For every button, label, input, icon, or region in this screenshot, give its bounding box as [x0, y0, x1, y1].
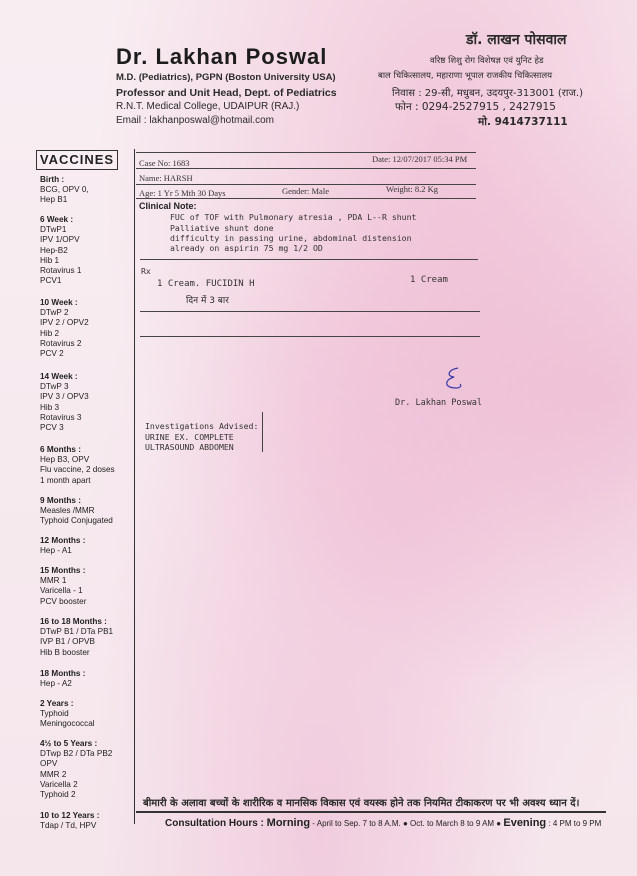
case-number: Case No: 1683 [139, 158, 190, 168]
vaccine-group-12-months [40, 536, 135, 556]
vaccine-group-10-week [40, 298, 135, 359]
vaccine-group-heading: 16 to 18 Months : [40, 617, 107, 626]
form-rule [136, 198, 476, 199]
hindi-designation: वरिष्ठ शिशु रोग विशेषज्ञ एवं युनिट हेड [430, 56, 544, 66]
vaccine-item: PCV booster [40, 596, 87, 606]
consultation-hours [165, 817, 601, 829]
hindi-hospital: बाल चिकित्सालय, महाराणा भूपाल राजकीय चिकित्सालय [378, 71, 553, 81]
vaccine-group-6-months [40, 445, 135, 486]
morning-label: Morning [266, 817, 311, 829]
vaccine-item: PCV 3 [40, 423, 64, 433]
form-rule [140, 259, 478, 260]
vaccine-item: IPV 1/OPV [40, 235, 80, 245]
visit-date: Date: 12/07/2017 05:34 PM [372, 154, 468, 164]
vaccine-item: Meningococcal [40, 719, 95, 729]
vaccine-group-birth [40, 175, 135, 206]
hindi-address: निवास : 29-सी, मधुबन, उदयपुर-313001 (राज.) [392, 88, 583, 99]
vaccine-item: BCG, OPV 0, [40, 185, 89, 195]
vaccine-item: IVP B1 / OPVB [40, 637, 95, 647]
vaccine-item: Hep - A2 [40, 679, 72, 689]
vaccine-item: Rotavirus 3 [40, 412, 82, 422]
vaccine-group-14-week [40, 372, 135, 433]
vaccine-item: IPV 3 / OPV3 [40, 392, 89, 402]
vaccine-item: Tdap / Td, HPV [40, 821, 97, 831]
vaccine-item: MMR 2 [40, 769, 67, 779]
qualification: M.D. (Pediatrics), PGPN (Boston University USA) [116, 72, 336, 83]
vaccine-item: Hep B3, OPV [40, 455, 90, 465]
vaccine-group-heading: 6 Week : [40, 215, 74, 224]
vaccine-item: Hib B booster [40, 647, 90, 657]
email: Email : lakhanposwal@hotmail.com [116, 115, 274, 126]
vaccine-group-heading: 10 to 12 Years : [40, 811, 100, 820]
vaccine-item: Hib 1 [40, 255, 60, 265]
vaccine-item: Flu vaccine, 2 doses [40, 465, 115, 475]
footer-advice: बीमारी के अलावा बच्चों के शारीरिक व मानसिक विकास एवं वयस्क होने तक नियमित टीकाकरण पर भी अवश्य ध्यान दें। [143, 798, 580, 809]
clinical-note-line: FUC of TOF with Pulmonary atresia , PDA L--R shunt [170, 212, 417, 222]
clinical-note-line: already on aspirin 75 mg 1/2 OD [170, 243, 323, 253]
designation: Professor and Unit Head, Dept. of Pediatrics [116, 87, 337, 99]
vaccine-group-heading: 2 Years : [40, 699, 74, 708]
vaccine-item: DTwp B2 / DTa PB2 [40, 749, 113, 759]
vaccine-group-heading: 6 Months : [40, 445, 81, 454]
vaccine-item: PCV1 [40, 276, 62, 286]
vaccine-item: DTwP 3 [40, 382, 69, 392]
vaccine-item: Rotavirus 1 [40, 266, 82, 276]
vaccine-group-10-12-years [40, 811, 135, 831]
vaccine-group-9-months [40, 496, 135, 527]
vaccine-item: Hep B1 [40, 195, 68, 205]
form-rule [140, 336, 480, 337]
rx-label: Rx [141, 266, 151, 276]
vaccine-group-18-months [40, 669, 135, 689]
vaccine-item: DTwP 2 [40, 308, 69, 318]
vaccine-item: MMR 1 [40, 576, 67, 586]
form-top-rule [136, 152, 476, 153]
rx-quantity: 1 Cream [410, 275, 448, 285]
doctor-name: Dr. Lakhan Poswal [116, 44, 328, 69]
vaccine-item: Hep-B2 [40, 245, 68, 255]
consult-label: Consultation Hours : [165, 818, 264, 829]
vaccine-item: Typhoid Conjugated [40, 516, 113, 526]
evening-detail: : 4 PM to 9 PM [546, 819, 602, 828]
clinical-note-line: difficulty in passing urine, abdominal distension [170, 233, 412, 243]
vaccine-item: Hib 2 [40, 328, 60, 338]
vaccine-item: OPV [40, 759, 58, 769]
vaccine-item: Hep - A1 [40, 546, 72, 556]
investigation-item: ULTRASOUND ABDOMEN [145, 442, 234, 452]
vaccine-group-heading: 4½ to 5 Years : [40, 739, 98, 748]
vaccines-title: VACCINES [36, 150, 118, 170]
vaccine-item: PCV 2 [40, 349, 64, 359]
vaccine-group-2-years [40, 699, 135, 730]
vaccine-item: 1 month apart [40, 475, 91, 485]
hindi-mobile: मो. 9414737111 [478, 116, 568, 128]
investigation-item: URINE EX. COMPLETE [145, 432, 234, 442]
form-rule [136, 168, 476, 169]
vaccine-item: Measles /MMR [40, 506, 95, 516]
vaccine-group-15-months [40, 566, 135, 607]
form-rule [140, 311, 480, 312]
vaccine-group-heading: Birth : [40, 175, 65, 184]
vaccine-item: Typhoid [40, 709, 69, 719]
clinical-note-label: Clinical Note: [139, 201, 197, 211]
vaccine-item: Varicella 2 [40, 779, 78, 789]
vaccine-item: Hib 3 [40, 402, 60, 412]
morning-detail: - April to Sep. 7 to 8 A.M. ● Oct. to March 8 to 9 AM ● [310, 819, 504, 828]
college: R.N.T. Medical College, UDAIPUR (RAJ.) [116, 101, 300, 112]
patient-weight: Weight: 8.2 Kg [386, 184, 438, 194]
vaccine-group-16-18-months [40, 617, 135, 658]
vaccine-group-heading: 12 Months : [40, 536, 86, 545]
vaccine-group-heading: 14 Week : [40, 372, 78, 381]
rx-instruction: दिन में 3 बार [186, 296, 229, 306]
footer-divider [136, 811, 606, 813]
vaccine-group-heading: 10 Week : [40, 298, 78, 307]
investigations-label: Investigations Advised: [145, 421, 259, 431]
evening-label: Evening [503, 817, 547, 829]
vaccine-item: Varicella - 1 [40, 586, 83, 596]
hindi-phone: फोन : 0294-2527915 , 2427915 [395, 101, 556, 113]
patient-gender: Gender: Male [282, 186, 329, 196]
vaccine-group-6-week [40, 215, 135, 286]
patient-name: Name: HARSH [139, 173, 193, 183]
rx-medicine: 1 Cream. FUCIDIN H [157, 279, 255, 289]
vaccine-group-heading: 9 Months : [40, 496, 81, 505]
vaccine-item: IPV 2 / OPV2 [40, 318, 89, 328]
patient-age: Age: 1 Yr 5 Mth 30 Days [139, 188, 226, 198]
signature-name: Dr. Lakhan Poswal [395, 398, 482, 408]
vaccine-item: Typhoid 2 [40, 790, 76, 800]
vaccine-group-4-5-years [40, 739, 135, 800]
investigations-divider [262, 412, 263, 452]
vaccine-item: DTwP1 [40, 225, 67, 235]
vaccine-item: DTwP B1 / DTa PB1 [40, 627, 114, 637]
signature-mark [440, 364, 470, 396]
vaccine-item: Rotavirus 2 [40, 338, 82, 348]
clinical-note-line: Palliative shunt done [170, 223, 274, 233]
vaccine-group-heading: 18 Months : [40, 669, 86, 678]
vaccine-group-heading: 15 Months : [40, 566, 86, 575]
hindi-doctor-name: डॉ. लाखन पोसवाल [466, 32, 567, 48]
